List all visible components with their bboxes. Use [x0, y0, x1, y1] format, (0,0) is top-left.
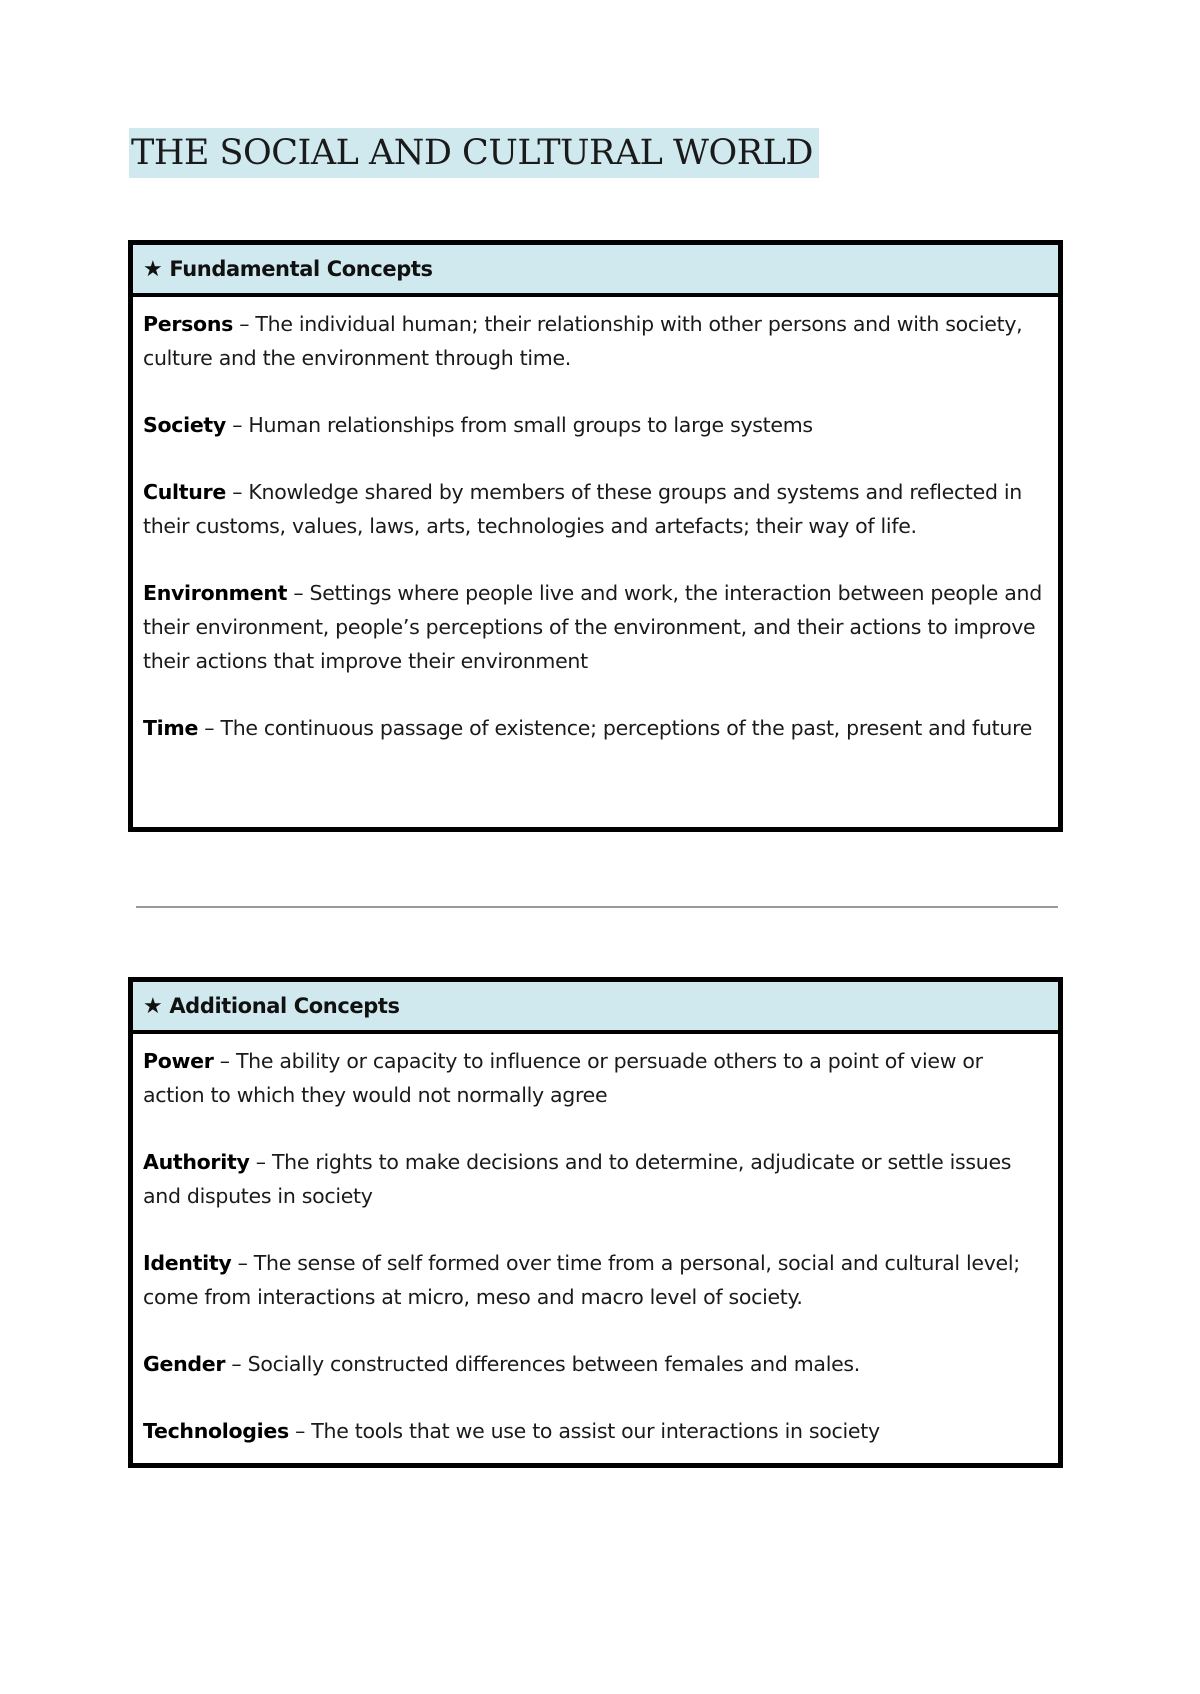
concept-entry-time	[143, 711, 1048, 745]
star-icon: ★	[143, 993, 163, 1019]
concept-separator: –	[225, 1352, 248, 1376]
concept-entry-gender	[143, 1347, 1048, 1381]
concept-separator: –	[233, 312, 256, 336]
concept-separator: –	[213, 1049, 236, 1073]
concept-term: Authority	[143, 1150, 250, 1174]
fundamental-concepts-header	[133, 245, 1058, 297]
additional-concepts-body	[133, 1034, 1058, 1448]
concept-separator: –	[225, 480, 249, 504]
concept-definition: Socially constructed differences between females and males.	[247, 1352, 860, 1376]
concept-term: Power	[143, 1049, 214, 1073]
concept-term: Culture	[143, 480, 226, 504]
concept-term: Persons	[143, 312, 234, 336]
concept-term: Society	[143, 413, 226, 437]
concept-entry-authority	[143, 1145, 1048, 1213]
concept-definition: The individual human; their relationship with other persons and with society, culture and the environment through time.	[143, 312, 1023, 370]
concept-term: Identity	[143, 1251, 232, 1275]
concept-separator: –	[198, 716, 221, 740]
concept-definition: Settings where people live and work, the interaction between people and their environment, people’s perceptions of the environment, and their actions to improve their actions that improve their environment	[143, 581, 1042, 673]
concept-entry-society	[143, 408, 1048, 442]
fundamental-concepts-box	[128, 240, 1063, 832]
concept-definition: Human relationships from small groups to large systems	[248, 413, 813, 437]
concept-separator: –	[231, 1251, 254, 1275]
concept-term: Technologies	[143, 1419, 289, 1443]
concept-entry-persons	[143, 307, 1048, 375]
concept-separator: –	[226, 413, 249, 437]
concept-definition: The tools that we use to assist our interactions in society	[311, 1419, 880, 1443]
additional-concepts-heading: Additional Concepts	[169, 994, 400, 1018]
concept-definition: The rights to make decisions and to determine, adjudicate or settle issues and disputes in society	[143, 1150, 1012, 1208]
additional-concepts-header	[133, 982, 1058, 1034]
concept-term: Gender	[143, 1352, 226, 1376]
concept-separator: –	[287, 581, 310, 605]
concept-entry-environment	[143, 576, 1048, 678]
additional-concepts-box	[128, 977, 1063, 1468]
concept-term: Environment	[143, 581, 288, 605]
concept-definition: The sense of self formed over time from a personal, social and cultural level; come from interactions at micro, meso and macro level of society.	[143, 1251, 1020, 1309]
concept-definition: Knowledge shared by members of these groups and systems and reflected in their customs, values, laws, arts, technologies and artefacts; their way of life.	[143, 480, 1022, 538]
concept-term: Time	[143, 716, 199, 740]
section-divider	[136, 906, 1058, 908]
page-title: THE SOCIAL AND CULTURAL WORLD	[129, 128, 819, 178]
concept-entry-technologies	[143, 1414, 1048, 1448]
concept-entry-power	[143, 1044, 1048, 1112]
concept-entry-identity	[143, 1246, 1048, 1314]
star-icon: ★	[143, 256, 163, 282]
concept-separator: –	[288, 1419, 312, 1443]
concept-definition: The ability or capacity to influence or persuade others to a point of view or action to which they would not normally agree	[143, 1049, 983, 1107]
concept-definition: The continuous passage of existence; perceptions of the past, present and future	[220, 716, 1033, 740]
concept-separator: –	[249, 1150, 272, 1174]
concept-entry-culture	[143, 475, 1048, 543]
fundamental-concepts-heading: Fundamental Concepts	[169, 257, 433, 281]
fundamental-concepts-body	[133, 297, 1058, 745]
